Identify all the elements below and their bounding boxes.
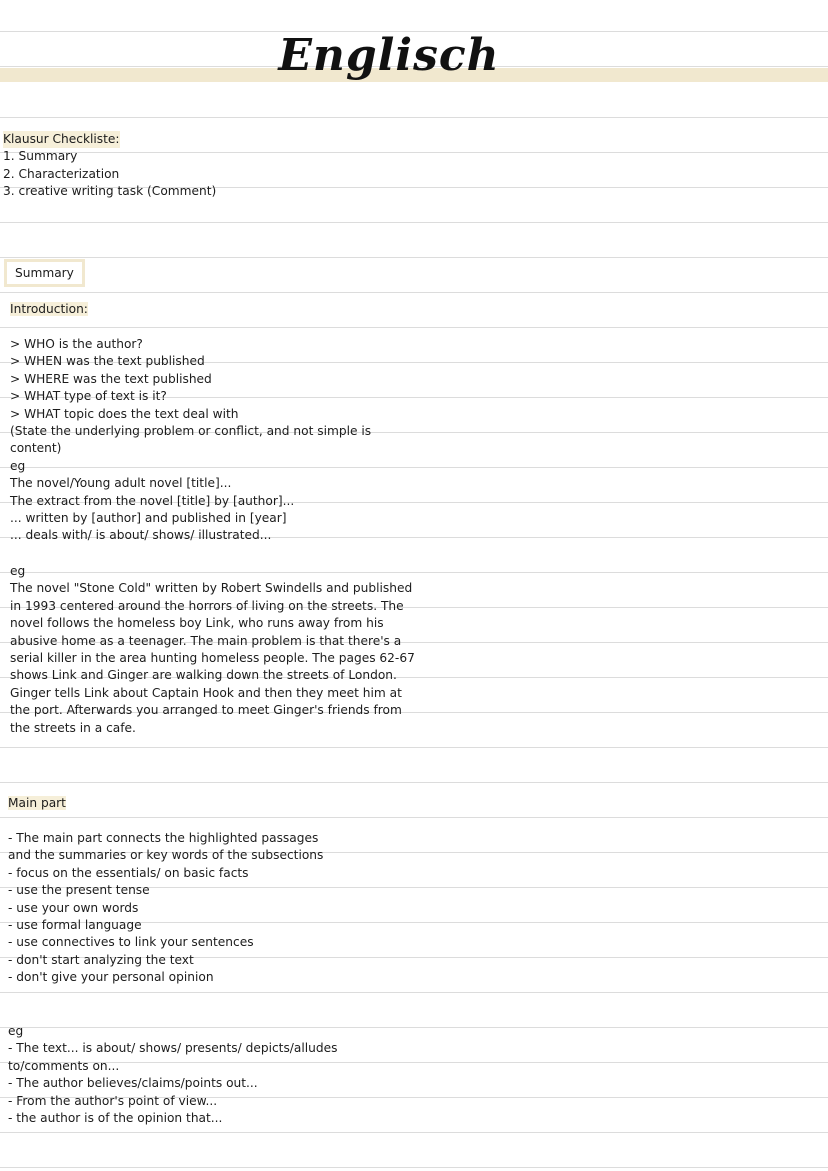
phrase-line: - The text... is about/ shows/ presents/ depicts/alludes <box>8 1041 338 1056</box>
eg-label: eg <box>10 458 26 473</box>
question-line: > WHERE was the text published <box>10 371 212 386</box>
example-line: the streets in a cafe. <box>10 720 136 735</box>
phrase-line: - the author is of the opinion that... <box>8 1110 223 1125</box>
example-line: in 1993 centered around the horrors of living on the streets. The <box>10 598 404 613</box>
rule-line: and the summaries or key words of the subsections <box>8 848 324 863</box>
template-line: ... deals with/ is about/ shows/ illustrated... <box>10 528 272 543</box>
example-line: abusive home as a teenager. The main problem is that there's a <box>10 633 402 648</box>
example-paragraph <box>10 563 415 737</box>
question-line: > WHO is the author? <box>10 337 143 351</box>
question-line: > WHEN was the text published <box>10 354 205 369</box>
question-line: > WHAT type of text is it? <box>10 389 167 404</box>
checklist-item: 3. creative writing task (Comment) <box>3 184 217 199</box>
example-line: The novel "Stone Cold" written by Robert Swindells and published <box>10 581 413 596</box>
template-line: The novel/Young adult novel [title]... <box>10 476 232 491</box>
subheading-introduction: Introduction: <box>10 302 88 316</box>
example-line: shows Link and Ginger are walking down the streets of London. <box>10 668 397 683</box>
rule-line: - don't give your personal opinion <box>8 970 214 985</box>
phrase-line: - From the author's point of view... <box>8 1093 218 1108</box>
page-title: Englisch <box>278 30 500 81</box>
note-line: content) <box>10 441 62 456</box>
checklist-item: 1. Summary <box>3 149 78 164</box>
checklist-item: 2. Characterization <box>3 166 120 181</box>
phrase-line: - The author believes/claims/points out... <box>8 1076 258 1091</box>
section-label-summary: Summary <box>4 259 85 287</box>
note-line: (State the underlying problem or conflict, and not simple is <box>10 423 372 438</box>
subheading-main-part: Main part <box>8 796 66 810</box>
phrase-line: to/comments on... <box>8 1058 120 1073</box>
main-part-examples <box>8 1023 337 1127</box>
rule-line: - The main part connects the highlighted passages <box>8 831 319 845</box>
question-line: > WHAT topic does the text deal with <box>10 406 239 421</box>
rule-line: - use the present tense <box>8 883 150 898</box>
rule-line: - use formal language <box>8 917 142 932</box>
example-line: the port. Afterwards you arranged to meet Ginger's friends from <box>10 703 402 718</box>
checklist-heading: Klausur Checkliste: <box>3 131 120 148</box>
example-line: serial killer in the area hunting homeless people. The pages 62-67 <box>10 650 415 665</box>
main-part-rules <box>8 830 323 987</box>
template-line: The extract from the novel [title] by [author]... <box>10 493 295 508</box>
checklist <box>3 131 216 201</box>
rule-line: - don't start analyzing the text <box>8 952 194 967</box>
template-line: ... written by [author] and published in [year] <box>10 510 287 525</box>
rule-line: - use connectives to link your sentences <box>8 935 254 950</box>
example-line: novel follows the homeless boy Link, who runs away from his <box>10 616 384 631</box>
eg-label: eg <box>8 1024 24 1038</box>
eg-label: eg <box>10 564 26 578</box>
rule-line: - focus on the essentials/ on basic facts <box>8 865 249 880</box>
rule-line: - use your own words <box>8 900 139 915</box>
introduction-questions <box>10 336 371 545</box>
example-line: Ginger tells Link about Captain Hook and then they meet him at <box>10 685 402 700</box>
